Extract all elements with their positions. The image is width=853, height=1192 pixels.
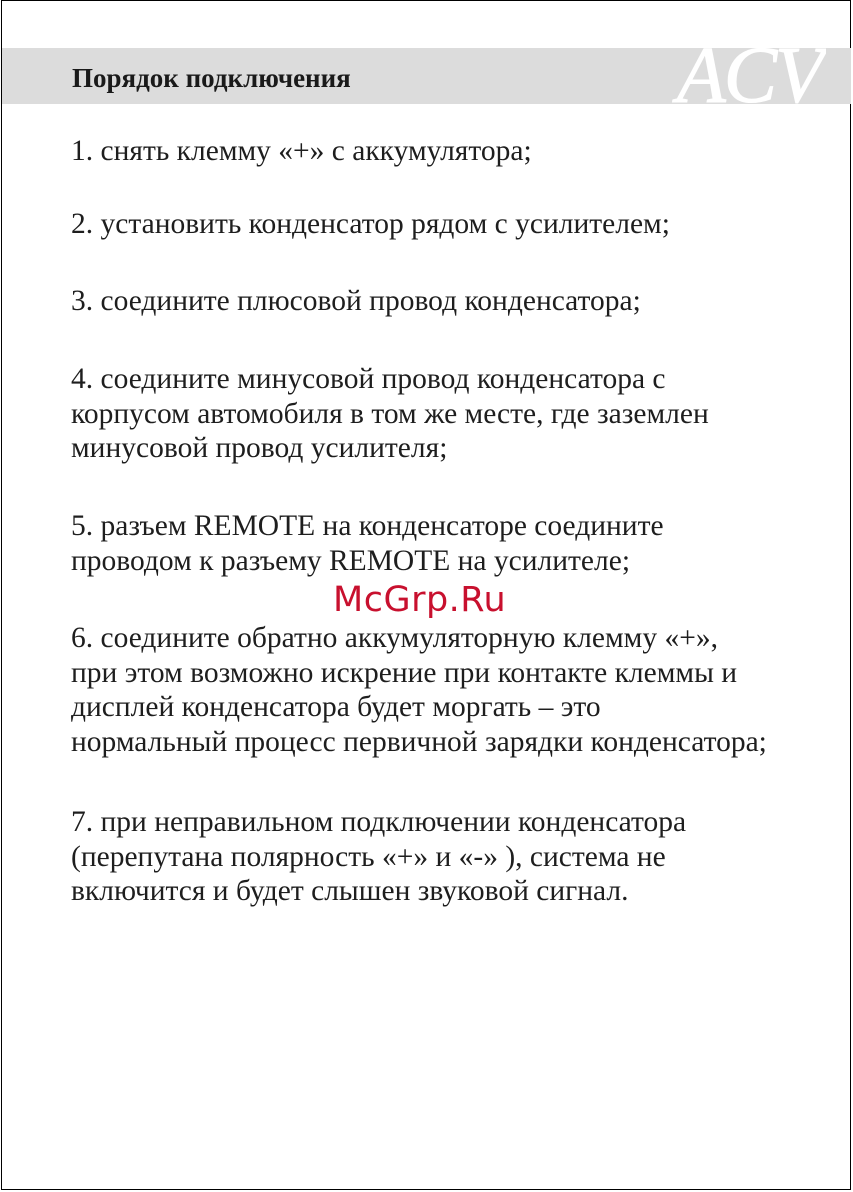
page-title: Порядок подключения (72, 63, 351, 93)
step-line: включится и будет слышен звуковой сигнал. (71, 875, 629, 907)
step-line: 7. при неправильном подключении конденсатора (71, 806, 687, 838)
acv-logo (586, 32, 826, 112)
step-7 (71, 805, 686, 909)
step-6 (71, 621, 767, 759)
step-2 (71, 207, 670, 242)
step-line: 6. соедините обратно аккумуляторную клемму «+», (71, 622, 718, 654)
step-line: корпусом автомобиля в том же месте, где заземлен (71, 397, 709, 430)
step-line: 1. снять клемму «+» с аккумулятора; (71, 135, 532, 167)
step-line: 3. соедините плюсовой провод конденсатора; (71, 285, 641, 317)
acv-logo-text: ACV (676, 32, 822, 112)
step-line: 5. разъем REMOTE на конденсаторе соедините (71, 510, 664, 542)
step-line: нормальный процесс первичной зарядки конденсатора; (71, 725, 767, 758)
step-line: проводом к разъему REMOTE на усилителе; (71, 544, 631, 577)
step-3 (71, 284, 641, 319)
step-line: 2. установить конденсатор рядом с усилителем; (71, 208, 670, 240)
step-line: 4. соедините минусовой провод конденсатора с (71, 363, 666, 395)
step-line: дисплей конденсатора будет моргать – это (71, 691, 601, 723)
step-line: минусовой провод усилителя; (71, 432, 448, 464)
step-1 (71, 134, 532, 169)
step-5 (71, 509, 664, 578)
step-line: при этом возможно искрение при контакте клеммы и (71, 656, 738, 689)
step-4 (71, 362, 709, 466)
step-line: (перепутана полярность «+» и «-» ), система не (71, 840, 666, 873)
watermark[interactable]: McGrp.Ru (333, 580, 507, 620)
